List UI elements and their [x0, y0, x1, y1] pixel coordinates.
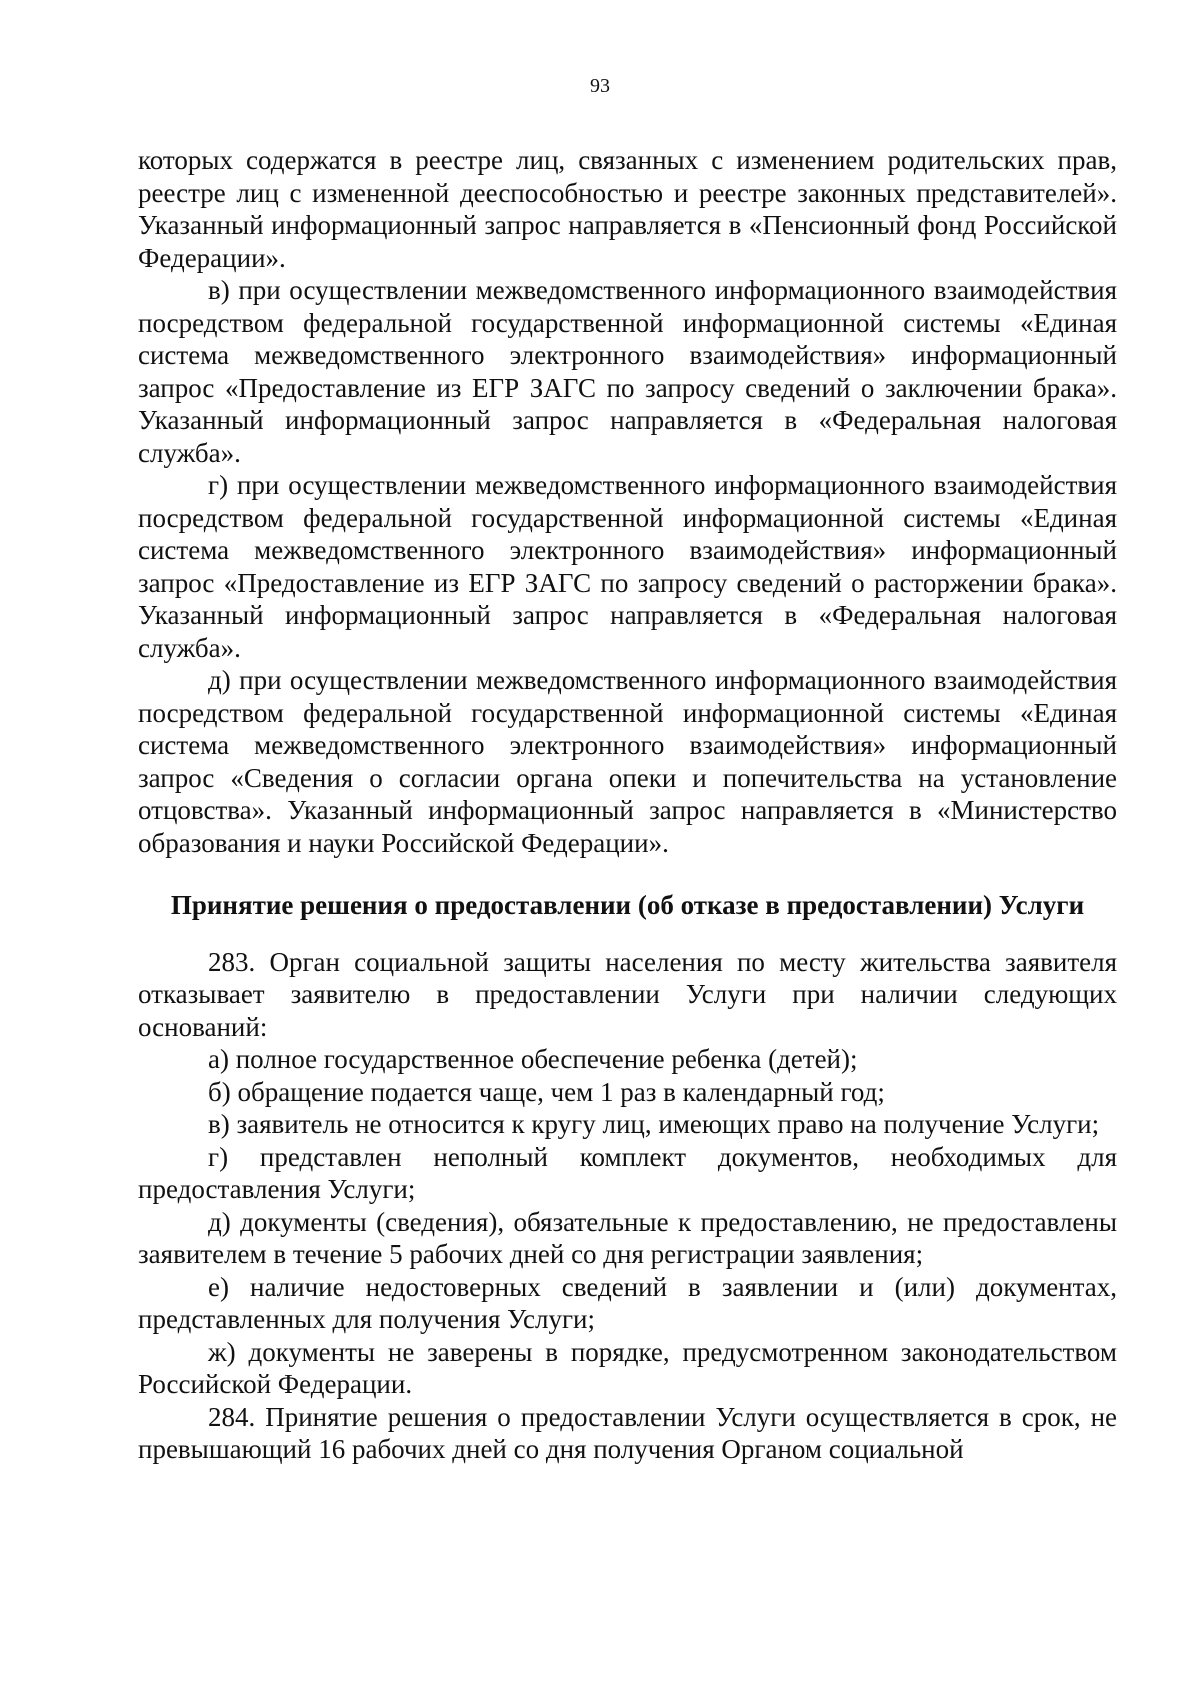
- paragraph-284: 284. Принятие решения о предоставлении Услуги осуществляется в срок, не превышающий 16 рабочих дней со дня получения Органом социальной: [138, 1401, 1117, 1464]
- paragraph-283: 283. Орган социальной защиты населения по месту жительства заявителя отказывает заявителю в предоставлении Услуги при наличии следующих оснований:: [138, 946, 1117, 1042]
- list-item-a: а) полное государственное обеспечение ребенка (детей);: [208, 1044, 858, 1074]
- list-item-g: г) представлен неполный комплект документов, необходимых для предоставления Услуги;: [138, 1141, 1117, 1204]
- list-item-v: в) заявитель не относится к кругу лиц, имеющих право на получение Услуги;: [208, 1109, 1100, 1139]
- paragraph-item-v: в) при осуществлении межведомственного информационного взаимодействия посредством федеральной государственной информационной системы «Единая система межведомственного электронного взаимодействия» информационный запрос «Предоставление из ЕГР ЗАГС по запросу сведений о заключении брака». Указанный информационный запрос направляется в «Федеральная налоговая служба».: [138, 275, 1117, 468]
- document-body: [138, 144, 1117, 1466]
- paragraph-continuation: которых содержатся в реестре лиц, связанных с изменением родительских прав, реестре лиц с измененной дееспособностью и реестре законных представителей». Указанный информационный запрос направляется в «Пенсионный фонд Российской Федерации».: [138, 145, 1117, 273]
- paragraph-item-g: г) при осуществлении межведомственного информационного взаимодействия посредством федеральной государственной информационной системы «Единая система межведомственного электронного взаимодействия» информационный запрос «Предоставление из ЕГР ЗАГС по запросу сведений о расторжении брака». Указанный информационный запрос направляется в «Федеральная налоговая служба».: [138, 470, 1117, 663]
- section-heading: Принятие решения о предоставлении (об отказе в предоставлении) Услуги: [170, 890, 1085, 920]
- list-item-b: б) обращение подается чаще, чем 1 раз в календарный год;: [208, 1076, 885, 1107]
- paragraph-item-d: д) при осуществлении межведомственного информационного взаимодействия посредством федеральной государственной информационной системы «Единая система межведомственного электронного взаимодействия» информационный запрос «Сведения о согласии органа опеки и попечительства на установление отцовства». Указанный информационный запрос направляется в «Министерство образования и науки Российской Федерации».: [138, 665, 1117, 858]
- list-item-zh: ж) документы не заверены в порядке, предусмотренном законодательством Российской Федерации.: [138, 1336, 1117, 1399]
- list-item-d: д) документы (сведения), обязательные к предоставлению, не предоставлены заявителем в течение 5 рабочих дней со дня регистрации заявления;: [138, 1206, 1117, 1269]
- page-number: 93: [590, 75, 610, 97]
- list-item-e: е) наличие недостоверных сведений в заявлении и (или) документах, представленных для получения Услуги;: [138, 1271, 1117, 1334]
